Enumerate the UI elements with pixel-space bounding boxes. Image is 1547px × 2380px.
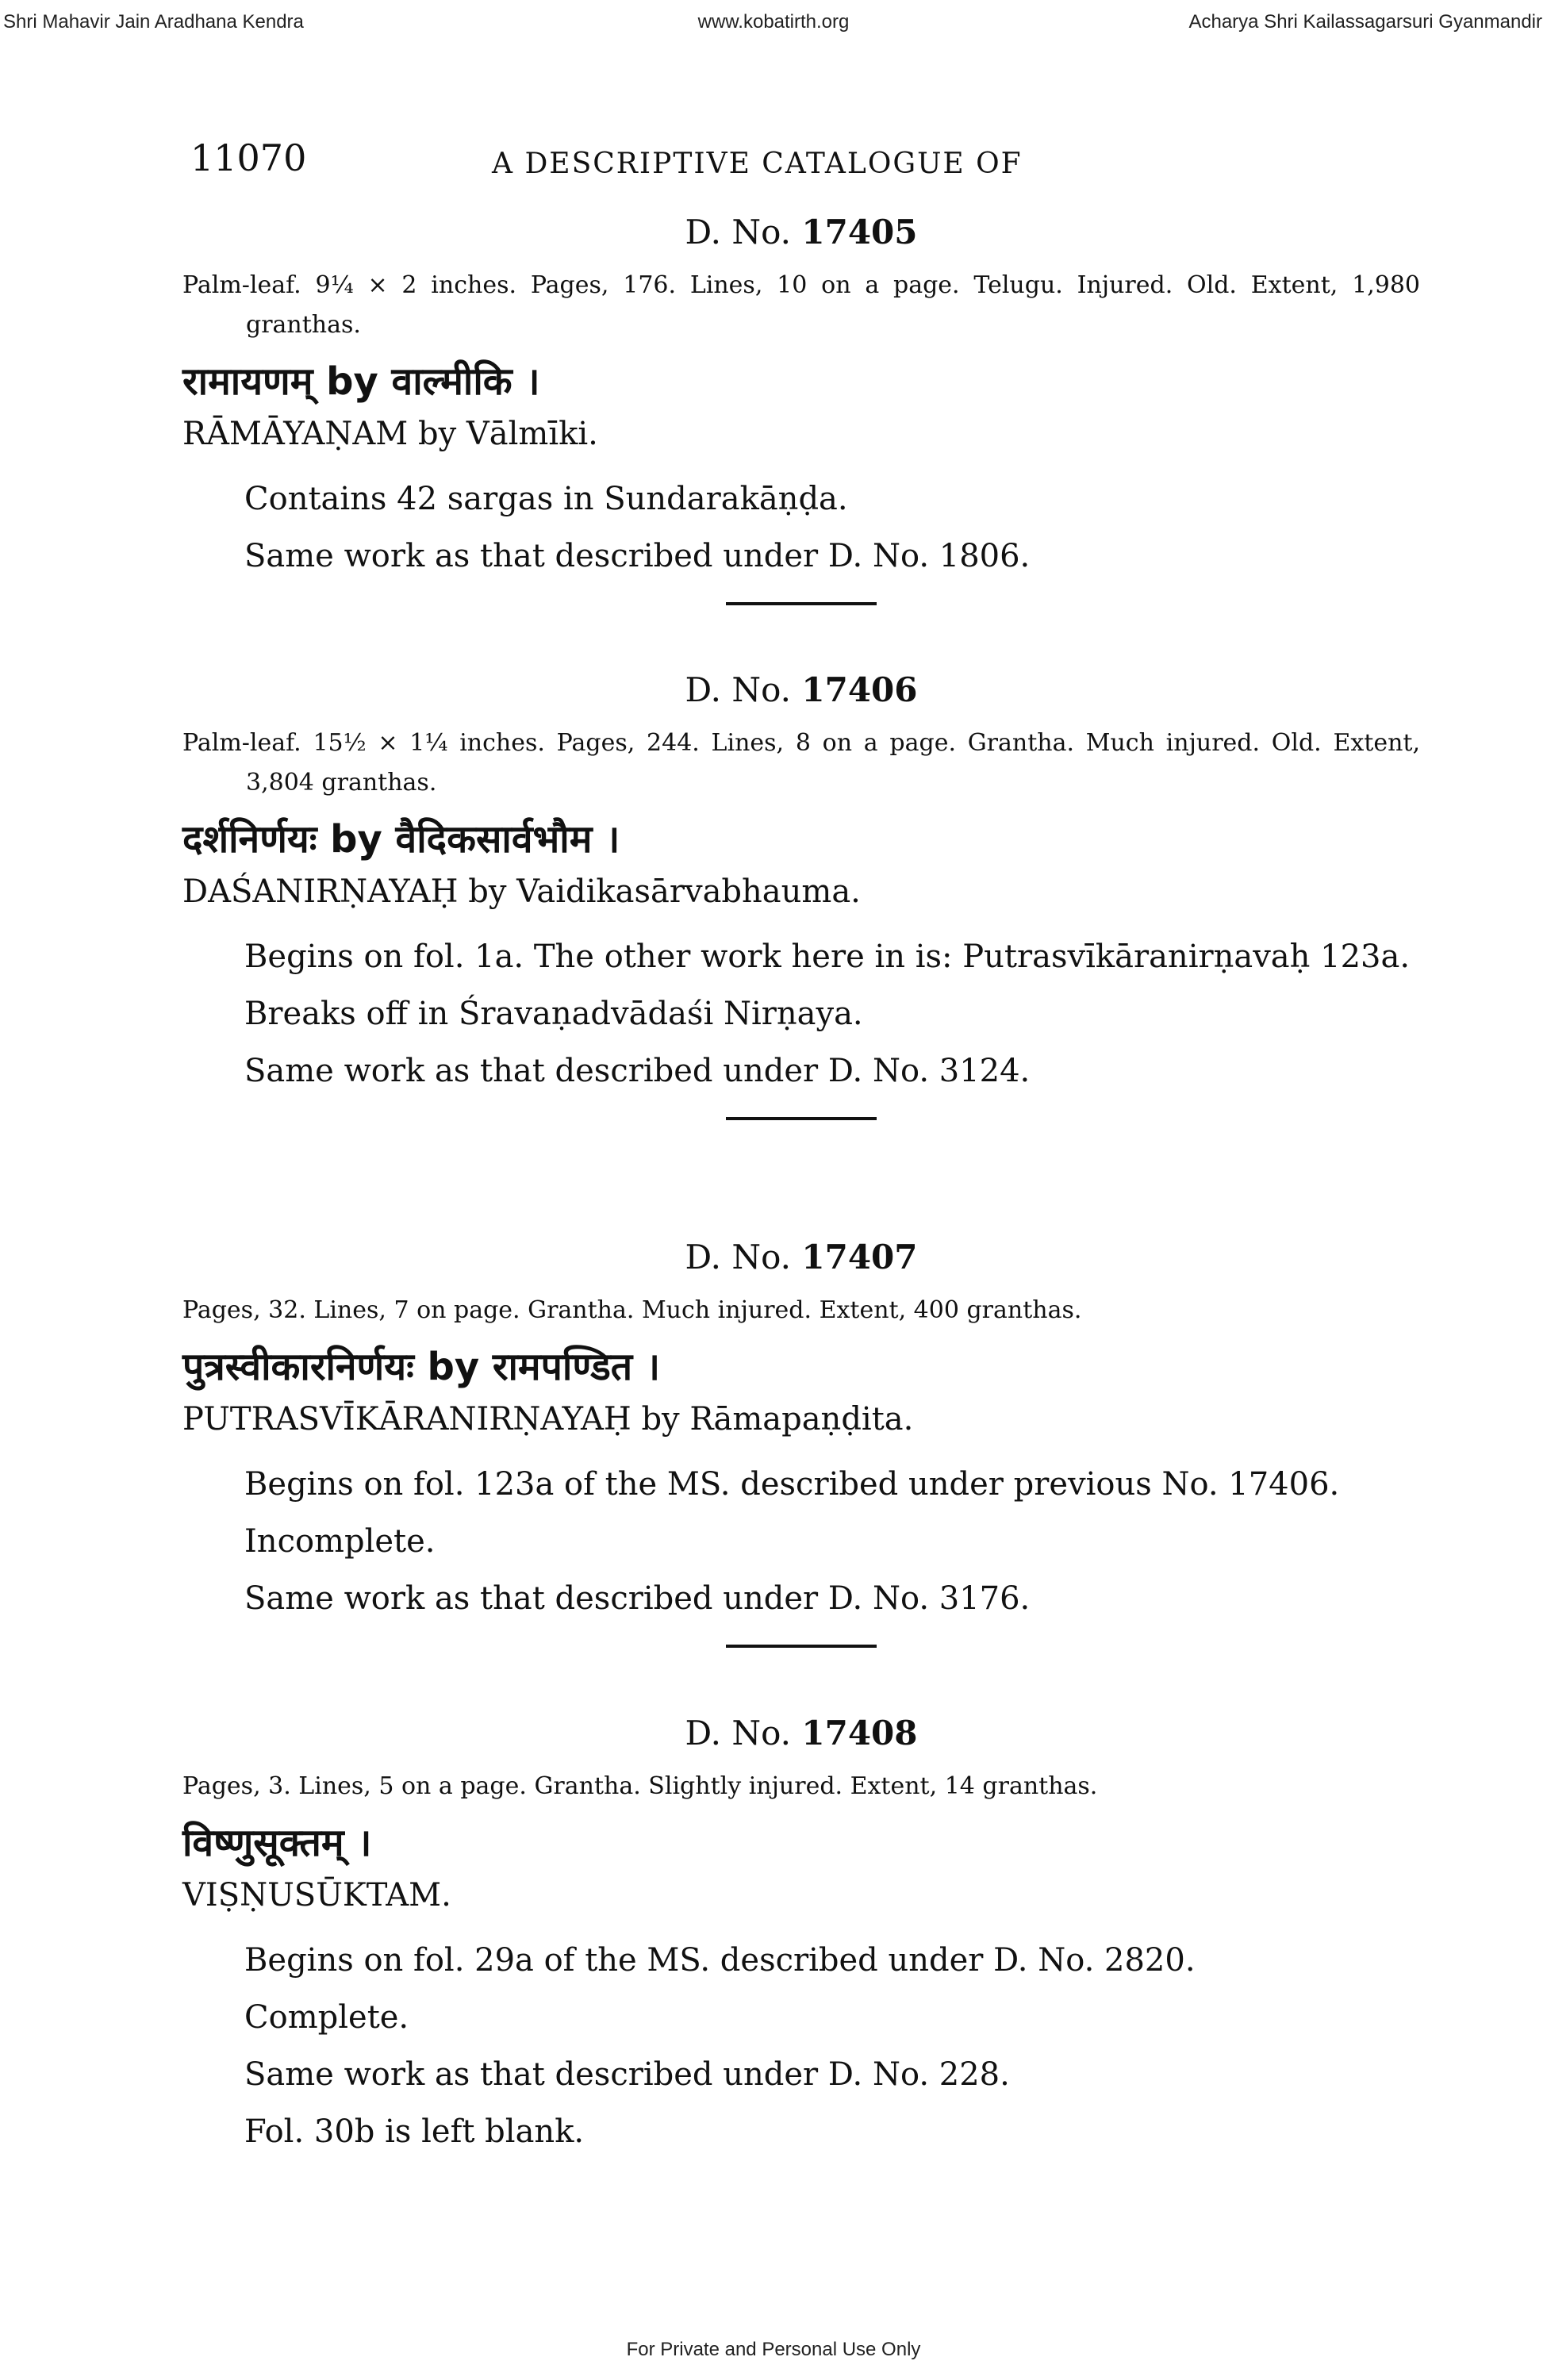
dno-label: D. No. [685, 1238, 792, 1276]
entry-paragraph: Begins on fol. 1a. The other work here in is: Putrasvīkāranirṇavaḥ 123a. [244, 939, 1411, 975]
dno-label: D. No. [685, 1714, 792, 1752]
entry-devanagari-title: विष्णुसूक्तम् । [182, 1821, 372, 1865]
entry-paragraph: Fol. 30b is left blank. [244, 2113, 585, 2150]
dno-number: 17406 [801, 670, 918, 709]
dno-number: 17405 [801, 213, 918, 251]
dno-number: 17408 [801, 1714, 918, 1752]
section-divider [726, 602, 877, 605]
entry-meta: Pages, 3. Lines, 5 on a page. Grantha. Slightly injured. Extent, 14 granthas. [182, 1772, 1098, 1800]
running-title: A DESCRIPTIVE CATALOGUE OF [492, 148, 1023, 180]
entry-devanagari-title: रामायणम् by वाल्मीकि । [182, 359, 540, 404]
entry-title: VIṢṆUSŪKTAM. [182, 1877, 451, 1914]
entry-dno [182, 1714, 1420, 1752]
site-header [0, 11, 1547, 43]
entry-paragraph: Begins on fol. 29a of the MS. described under D. No. 2820. [244, 1942, 1196, 1979]
entry-paragraph: Incomplete. [244, 1523, 436, 1560]
dno-label: D. No. [685, 213, 792, 251]
entry-title: RĀMĀYAṆAM by Vālmīki. [182, 416, 598, 452]
dno-label: D. No. [685, 670, 792, 709]
page-number: 11070 [190, 136, 307, 179]
section-divider [726, 1117, 877, 1120]
entry-paragraph: Begins on fol. 123a of the MS. described under previous No. 17406. [244, 1466, 1340, 1503]
catalogue-entry [182, 1238, 1420, 1679]
entry-dno [182, 213, 1420, 251]
page-footer: For Private and Personal Use Only [626, 2339, 921, 2360]
entry-devanagari-title: दर्शनिर्णयः by वैदिकसार्वभौम । [182, 817, 620, 862]
header-right-text: Acharya Shri Kailassagarsuri Gyanmandir [1188, 11, 1542, 33]
entry-paragraph: Same work as that described under D. No. 3124. [244, 1053, 1031, 1089]
catalogue-entry [182, 213, 1420, 637]
entry-paragraph: Same work as that described under D. No. 3176. [244, 1580, 1031, 1617]
entry-meta: Palm-leaf. 15½ × 1¼ inches. Pages, 244. Lines, 8 on a page. Grantha. Much injured. Old. Extent, 3,804 granthas. [182, 729, 1420, 797]
header-left-text: Shri Mahavir Jain Aradhana Kendra [3, 11, 304, 33]
entry-paragraph: Same work as that described under D. No. 1806. [244, 538, 1031, 574]
catalogue-entry [182, 1714, 1420, 2167]
entry-title: DAŚANIRṆAYAḤ by Vaidikasārvabhauma. [182, 873, 861, 910]
entry-devanagari-title: पुत्रस्वीकारनिर्णयः by रामपण्डित । [182, 1345, 661, 1389]
entry-paragraph: Complete. [244, 1999, 409, 2036]
entry-dno [182, 670, 1420, 709]
entry-dno [182, 1238, 1420, 1276]
section-divider [726, 1645, 877, 1648]
header-center-url: www.kobatirth.org [697, 11, 850, 33]
dno-number: 17407 [801, 1238, 918, 1276]
entry-paragraph: Same work as that described under D. No. 228. [244, 2056, 1010, 2093]
catalogue-entry [182, 670, 1420, 1152]
entry-title: PUTRASVĪKĀRANIRṆAYAḤ by Rāmapaṇḍita. [182, 1401, 914, 1438]
entry-meta: Pages, 32. Lines, 7 on page. Grantha. Much injured. Extent, 400 granthas. [182, 1296, 1082, 1324]
entry-paragraph: Contains 42 sargas in Sundarakāṇḍa. [244, 481, 848, 517]
running-head [190, 136, 1380, 184]
entry-paragraph: Breaks off in Śravaṇadvādaśi Nirṇaya. [244, 996, 863, 1032]
entry-meta: Palm-leaf. 9¼ × 2 inches. Pages, 176. Lines, 10 on a page. Telugu. Injured. Old. Extent, 1,980 granthas. [182, 271, 1420, 339]
